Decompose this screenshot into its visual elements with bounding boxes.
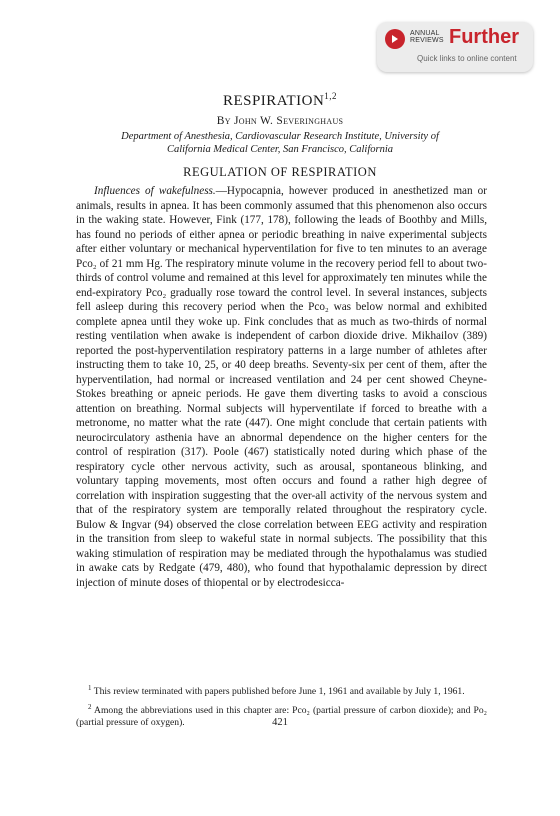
further-subtitle: Quick links to online content (417, 54, 517, 63)
brand-text: ANNUAL REVIEWS (410, 30, 444, 44)
page-number: 421 (272, 717, 288, 728)
body-paragraph (76, 184, 487, 590)
title-footnote-marks: 1,2 (324, 91, 338, 101)
further-banner[interactable] (377, 22, 533, 72)
author-name: John W. Severinghaus (233, 115, 344, 127)
annual-reviews-logo-icon (385, 29, 405, 49)
author-prefix: By (216, 115, 231, 127)
paragraph-lead: Influences of wakefulness. (94, 185, 216, 197)
author-line (0, 115, 560, 127)
affiliation: Department of Anesthesia, Cardiovascular Research Institute, University of California Medical Center, San Francisco, California (121, 131, 439, 155)
paragraph-text: —Hypocapnia, however produced in anesthetized man or animals, results in apnea. It has been commonly assumed that this phenomenon also occurs in the waking state. However, Fink (177, 178), following the leads of Boothby and Mills, has found no periods of either apnea or periodic breathing in naive experimental subjects after either voluntary or mechanical hyperventilation for five to ten minutes to an average Pco₂ of 21 mm Hg. The respiratory minute volume in the recovery period fell to about two-thirds of control volume and remained at this level for approximately ten minutes while the end-expiratory Pco₂ gradually rose toward the control level. In several instances, subjects fell asleep during this recovery period when the Pco₂ was below normal and exhibited complete apnea until they woke up. Fink concludes that as much as two-thirds of normal resting ventilation when awake is independent of carbon dioxide drive. Mikhailov (389) reported the post-hyperventilation respiratory patterns in a large number of athletes after instructing them to take 10, 25, or 40 deep breaths. Seventy-six per cent of them, after the hyperventilation, had normal or increased ventilation and 24 per cent showed Cheyne-Stokes breathing or apneic periods. He gave them diverting tasks to avoid a conscious attention on breathing. Normal subjects will hyperventilate if forced to breathe with a metronome, no matter what the rate (447). One might conclude that certain patients with neurocirculatory asthenia have an abnormal dependence on the higher centers for the control of respiration (317). Poole (467) statistically noted during which phase of the respiratory cycle other nervous activity, such as arousal, spontaneous blinking, and voluntary tapping movements, most often occurs and found a rather high degree of correlation with inspiration suggesting that the over-all activity of the nervous system and that of the respiratory system are temporally related throughout the respiratory cycle. Bulow & Ingvar (94) observed the close correlation between EEG activity and respiration in the transition from sleep to wakeful state in normal subjects. The possibility that this waking stimulation of respiration may be mediated through the hypothalamus was studied in awake cats by Redgate (479, 480), who found that hypothalamic depression by direct injection of minute doses of thiopental or by electrodesicca- (76, 185, 487, 589)
footnote: $^2$ Among the abbreviations used in this chapter are: Pco₂ (partial pressure of carbon dioxide); and Po₂ (partial pressure of oxygen). (76, 702, 487, 729)
section-heading: REGULATION OF RESPIRATION (183, 165, 377, 179)
footnote: $^1$ This review terminated with papers published before June 1, 1961 and available by July 1, 1961. (88, 684, 465, 698)
further-label: Further (449, 26, 519, 48)
article-title: RESPIRATION$^{1,2}$ (222, 91, 338, 109)
